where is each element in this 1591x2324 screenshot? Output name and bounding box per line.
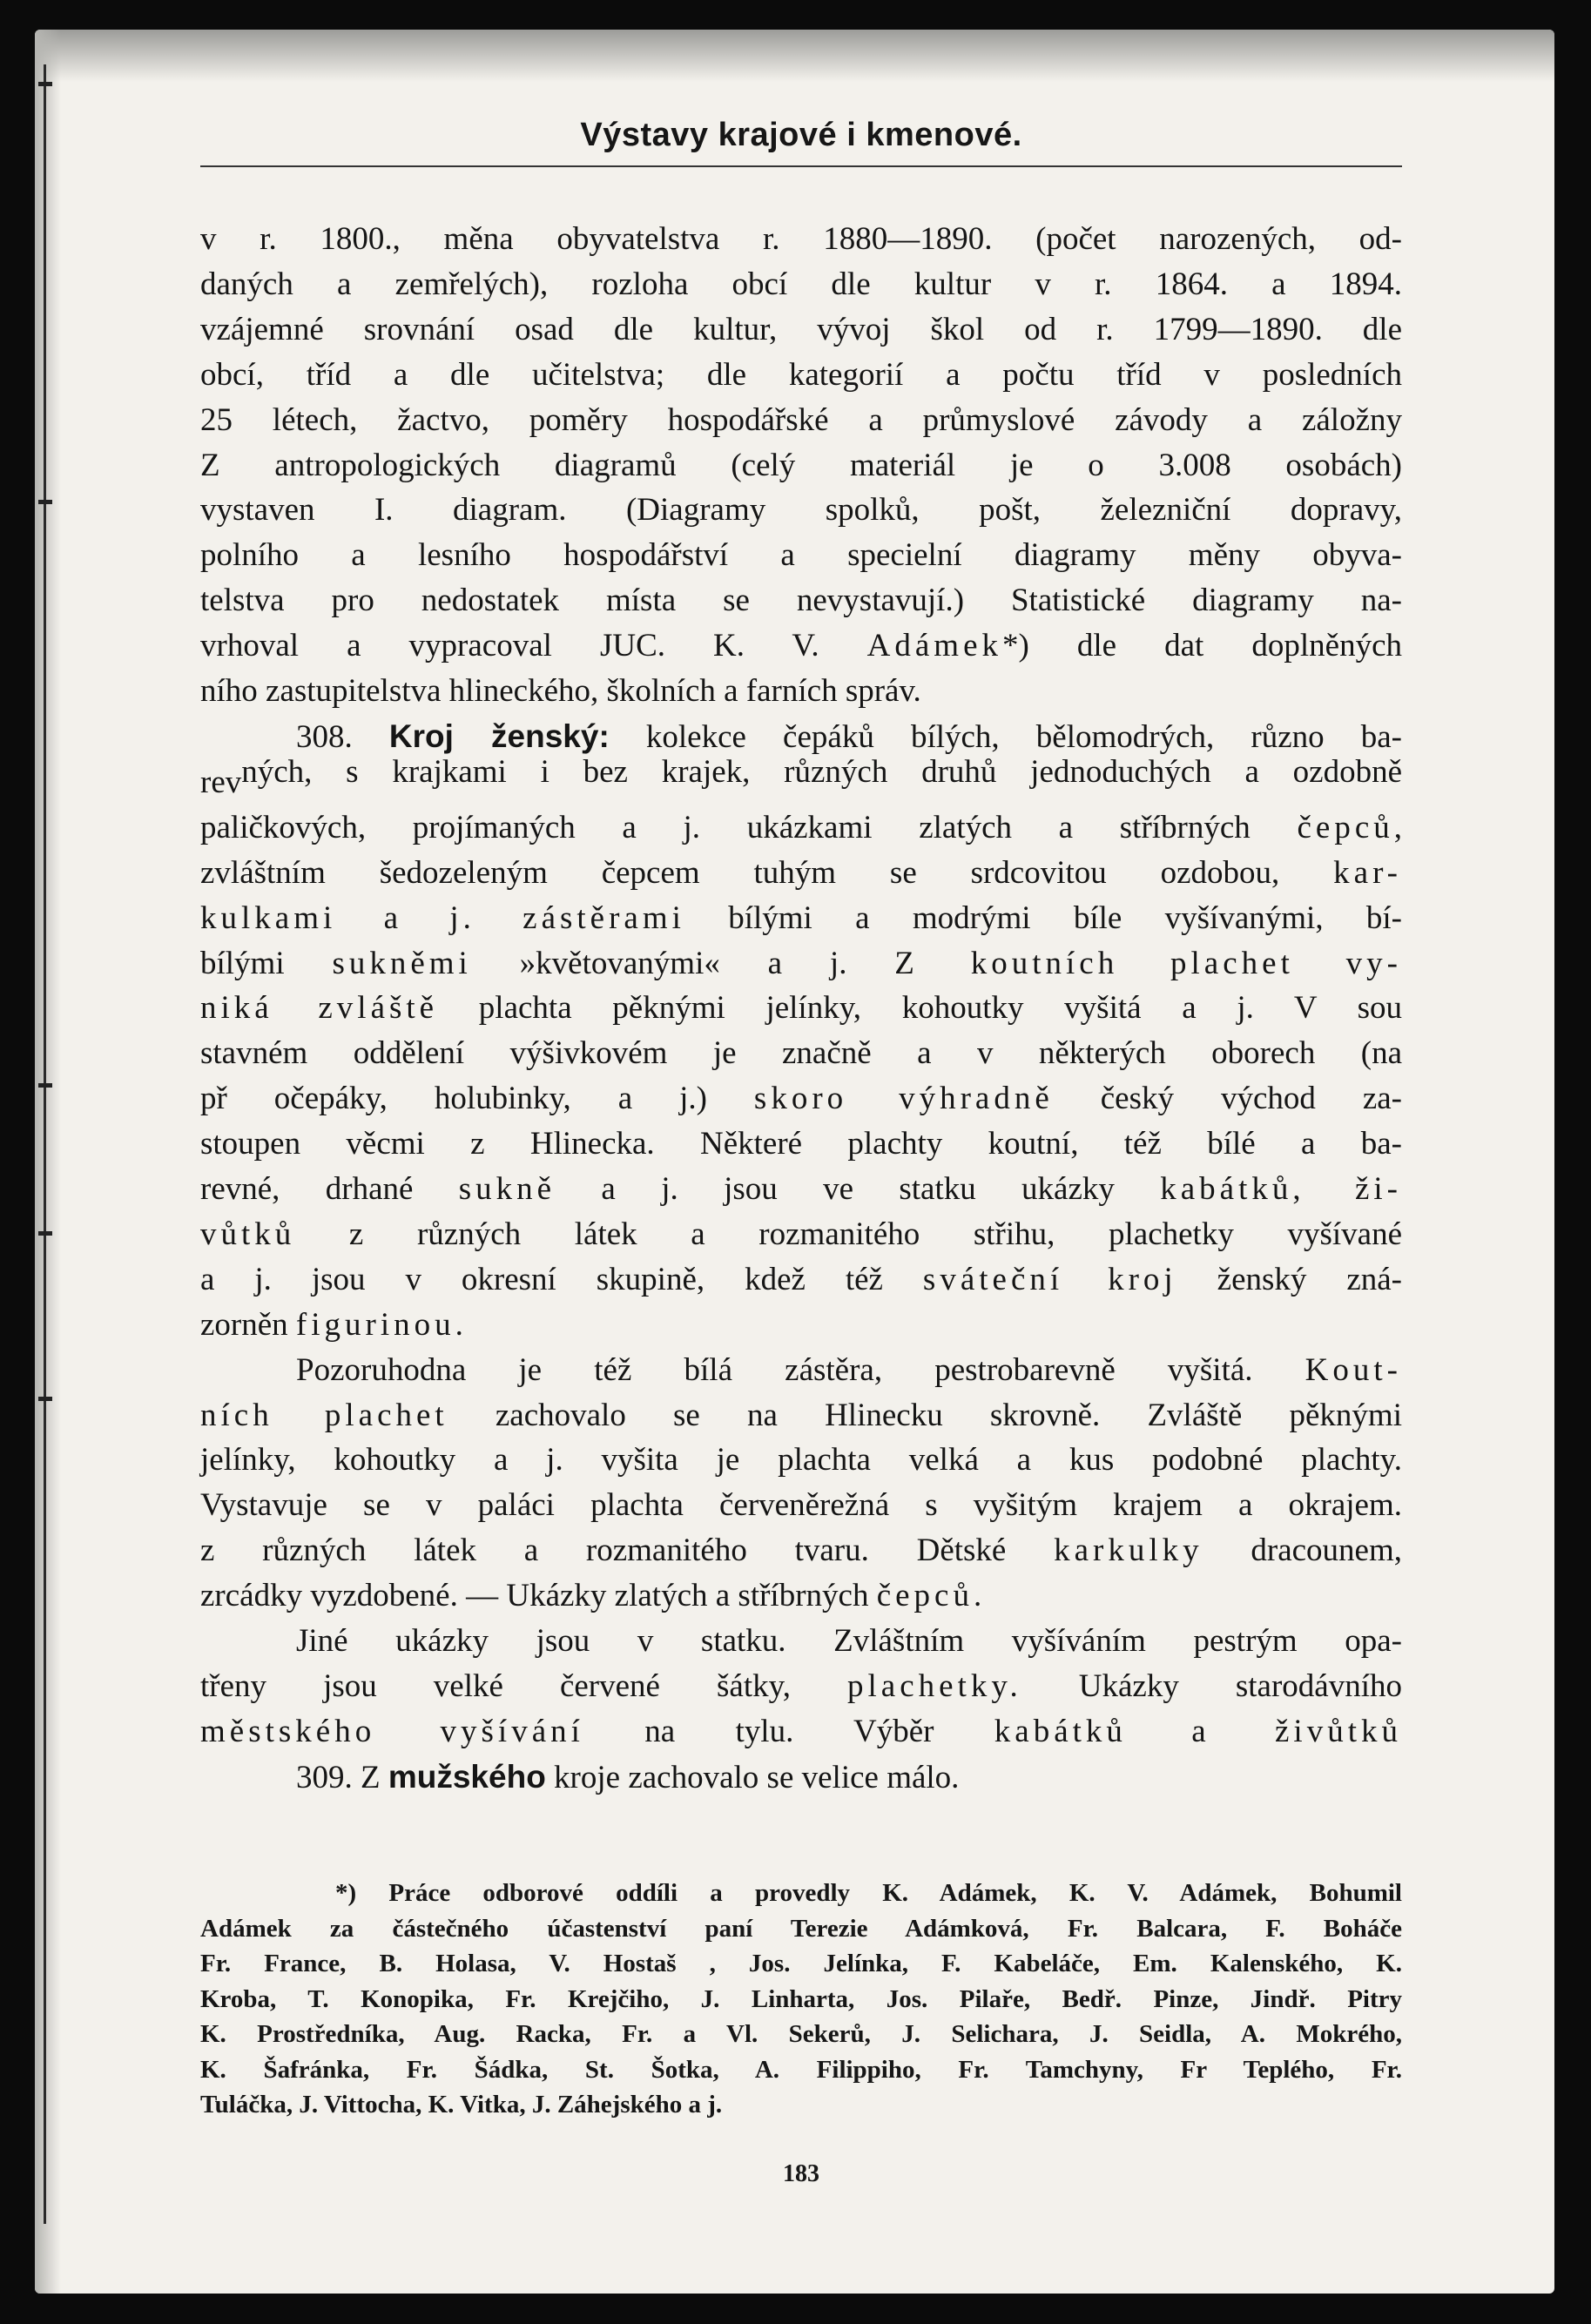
header-rule [200, 165, 1402, 167]
text-run: třeny jsou velké červené šátky, [200, 1668, 848, 1704]
text-run: zvláštním šedozeleným čepcem tuhým se srdcovitou ozdobou, [200, 854, 1334, 891]
text-run: a j. jsou v okresní skupině, kdež též [200, 1261, 923, 1297]
text-run: Pozoruhodna je též bílá zástěra, pestrobarevně vyšitá. [296, 1351, 1305, 1388]
text-line: ního zastupitelstva hlineckého, školních a farních správ. [200, 673, 921, 710]
section-heading: mužského [388, 1758, 546, 1795]
spaced-term: sváteční kroj [922, 1261, 1177, 1297]
text-run: př očepáky, holubinky, a j.) [200, 1081, 754, 1117]
text-line [200, 1573, 1402, 1619]
spaced-term: ních plachet [200, 1397, 448, 1433]
text-line [200, 896, 1402, 941]
spaced-term: figurinou. [295, 1306, 468, 1343]
text-run: *) dle dat doplněných [1002, 628, 1402, 664]
text-line: jelínky, kohoutky a j. vyšita je plachta velká a kus podobné plachty. [200, 1442, 1402, 1479]
text-line: daných a zemřelých), rozloha obcí dle kultur v r. 1864. a 1894. [200, 266, 1402, 302]
text-run: plachta pěknými jelínky, kohoutky vyšitá a j. V sou [438, 990, 1402, 1027]
footnote-line: Tuláčka, J. Vittocha, K. Vitka, J. Záhejského a j. [200, 2091, 723, 2119]
text-line [200, 1709, 1402, 1755]
text-run: rev [200, 764, 242, 800]
text-line [200, 623, 1402, 669]
text-run: zorněn [200, 1306, 296, 1343]
scan-shadow-top [35, 30, 1554, 82]
spaced-term: sukně [458, 1171, 556, 1208]
spaced-term: kabátků, ži- [1160, 1171, 1402, 1208]
text-run: bílými a modrými bíle vyšívanými, bí- [684, 899, 1402, 936]
section-308-line [200, 714, 1402, 760]
binding-mark [38, 1083, 52, 1088]
footnote-text: *) Práce odborové oddíli a provedly K. Adámek, K. V. Adámek, Bohumil [335, 1879, 1402, 1907]
section-number: 309. [296, 1759, 353, 1795]
text-line [200, 1348, 1402, 1393]
spaced-term: Z koutních plachet vy- [894, 945, 1403, 981]
spaced-term: Kout- [1304, 1351, 1402, 1388]
text-run: zachovalo se na Hlinecku skrovně. Zvláště pěknými [448, 1397, 1402, 1433]
text-run: , [1393, 809, 1402, 845]
footnote-line [200, 1876, 1402, 1911]
page-number: 183 [783, 2160, 819, 2187]
text-line: vzájemné srovnání osad dle kultur, vývoj škol od r. 1799—1890. dle [200, 311, 1402, 347]
text-run: na tylu. Výběr [583, 1713, 994, 1749]
text-line [200, 1167, 1402, 1212]
binding-mark [38, 500, 52, 504]
text-run: kroje zachovalo se velice málo. [545, 1759, 960, 1795]
text-run: »květovanými« a j. [471, 945, 895, 981]
spaced-term: kulkami a j. zástěrami [200, 899, 685, 936]
spaced-term: vůtků [200, 1216, 296, 1252]
text-line: telstva pro nedostatek místa se nevystavují.) Statistické diagramy na- [200, 583, 1402, 619]
footnote-line: Adámek za částečného účastenství paní Terezie Adámková, Fr. Balcara, F. Boháče [200, 1914, 1402, 1943]
spaced-term: městského vyšívání [200, 1713, 584, 1749]
spaced-term: plachetky. [847, 1668, 1022, 1704]
text-run: vrhoval a vypracoval JUC. K. V. [200, 628, 867, 664]
text-line: stoupen věcmi z Hlinecka. Některé plachty koutní, též bílé a ba- [200, 1126, 1402, 1162]
text-run: z různých látek a rozmanitého tvaru. Dětské [200, 1532, 1055, 1569]
text-run: ných, s krajkami i bez krajek, různých druhů jednoduchých a ozdobně [241, 753, 1402, 790]
text-run: zrcádky vyzdobené. — Ukázky zlatých a stříbrných [200, 1578, 877, 1614]
text-line [200, 1212, 1402, 1257]
text-line: v r. 1800., měna obyvatelstva r. 1880—1890. (počet narozených, od- [200, 221, 1402, 257]
spaced-term: sukněmi [332, 945, 472, 981]
text-line [200, 805, 1402, 851]
text-run: Ukázky starodávního [1021, 1668, 1402, 1704]
running-header: Výstavy krajové i kmenové. [580, 117, 1022, 153]
spaced-term: karkulky [1054, 1532, 1203, 1569]
text-line: stavném oddělení výšivkovém je značně a v některých oborech (na [200, 1035, 1402, 1072]
footnote [200, 1876, 1402, 2123]
text-run: bílými [200, 945, 333, 981]
text-line [200, 851, 1402, 896]
text-line: vystaven I. diagram. (Diagramy spolků, pošt, železniční dopravy, [200, 492, 1402, 529]
section-heading: Kroj ženský: [388, 717, 610, 754]
binding-mark [38, 82, 52, 86]
text-run: ženský zná- [1176, 1261, 1402, 1297]
spaced-term: čepců [1297, 809, 1394, 845]
text-run: Z [352, 1759, 388, 1795]
text-line: 25 létech, žactvo, poměry hospodářské a průmyslové závody a záložny [200, 401, 1402, 438]
binding-gutter-line [44, 64, 46, 2224]
scan-shadow-left [35, 30, 61, 2294]
text-line [200, 1257, 1402, 1303]
spaced-term: niká zvláště [200, 990, 439, 1027]
text-line [200, 1664, 1402, 1709]
section-309-line [200, 1755, 1402, 1801]
text-line [200, 1076, 1402, 1122]
spaced-term: čepců. [876, 1578, 987, 1614]
text-run: z různých látek a rozmanitého střihu, plachetky vyšívané [295, 1216, 1402, 1252]
body-text [200, 217, 1402, 1801]
spaced-term: skoro výhradně [753, 1081, 1054, 1117]
text-line: polního a lesního hospodářství a specielní diagramy měny obyva- [200, 537, 1402, 574]
footnote-line: Kroba, T. Konopika, Fr. Krejčiho, J. Linharta, Jos. Pilaře, Bedř. Pinze, Jindř. Pitry [200, 1984, 1402, 2013]
text-line: obcí, tříd a dle učitelstva; dle kategorií a počtu tříd v posledních [200, 356, 1402, 393]
footnote-line: Fr. France, B. Holasa, V. Hostaš , Jos. Jelínka, F. Kabeláče, Em. Kalenského, K. [200, 1950, 1402, 1977]
text-run: dracounem, [1203, 1532, 1402, 1569]
spaced-name: Adámek [866, 628, 1002, 664]
text-line [200, 753, 1402, 805]
text-line [200, 986, 1402, 1031]
text-line [200, 1303, 1402, 1348]
text-line [200, 1619, 1402, 1664]
text-line [200, 941, 1402, 987]
text-line [200, 1528, 1402, 1573]
text-line: Vystavuje se v paláci plachta červeněrežná s vyšitým krajem a okrajem. [200, 1487, 1402, 1524]
footnote-line: K. Šafránka, Fr. Šádka, St. Šotka, A. Filippiho, Fr. Tamchyny, Fr Teplého, Fr. [200, 2055, 1402, 2084]
spaced-term: kar- [1333, 854, 1402, 891]
text-run: revné, drhané [200, 1171, 459, 1208]
text-run: kolekce čepáků bílých, bělomodrých, různo ba- [645, 718, 1403, 755]
text-run: Jiné ukázky jsou v statku. Zvláštním vyšíváním pestrým opa- [296, 1623, 1402, 1660]
footnote-line: K. Prostředníka, Aug. Racka, Fr. a Vl. Sekerů, J. Selichara, J. Seidla, A. Mokrého, [200, 2020, 1402, 2048]
spaced-term: kabátků a živůtků [994, 1713, 1402, 1749]
section-number: 308. [296, 718, 353, 755]
text-run: český východ za- [1053, 1081, 1402, 1117]
text-line [200, 1393, 1402, 1438]
text-run: a j. jsou ve statku ukázky [556, 1171, 1161, 1208]
scanned-page [35, 30, 1554, 2294]
text-run: paličkových, projímaných a j. ukázkami zlatých a stříbrných [200, 809, 1298, 845]
text-line: Z antropologických diagramů (celý materiál je o 3.008 osobách) [200, 447, 1402, 483]
binding-mark [38, 1397, 52, 1401]
binding-mark [38, 1231, 52, 1236]
